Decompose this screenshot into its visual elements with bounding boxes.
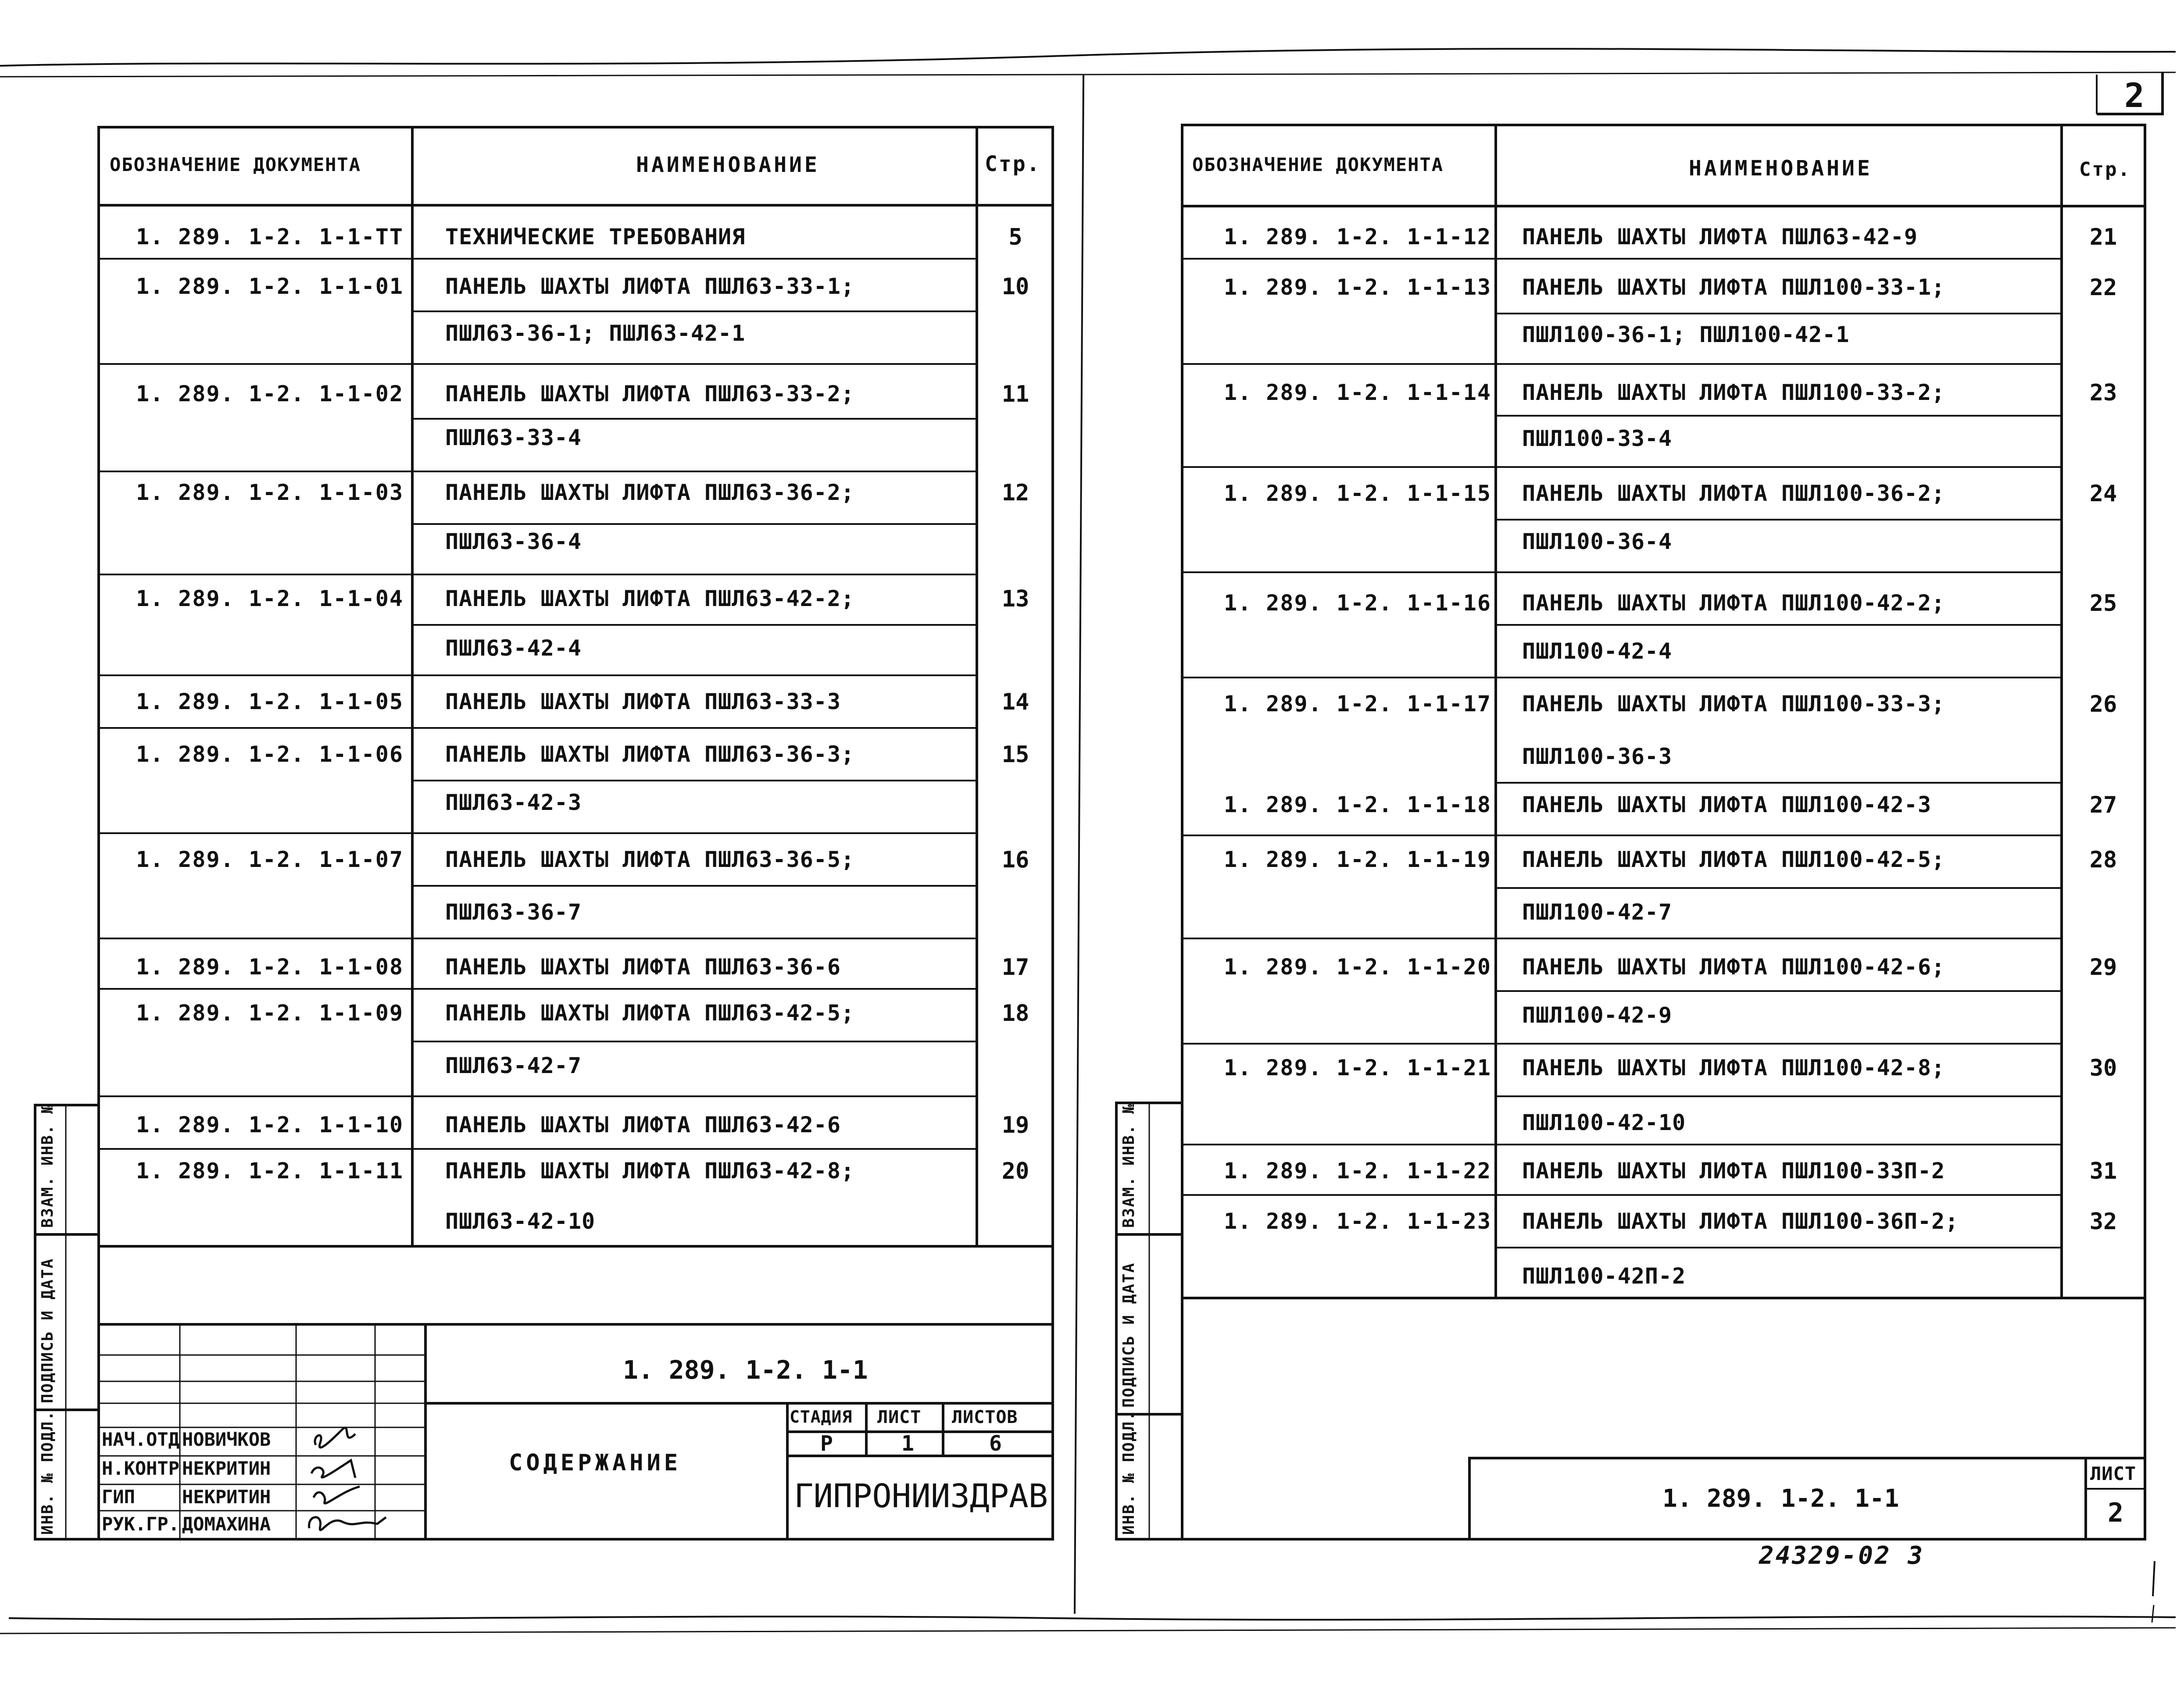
left-row-code: 1. 289. 1-2. 1-1-01: [136, 274, 404, 299]
right-row-name: ПШЛ100-36-1; ПШЛ100-42-1: [1522, 322, 1850, 347]
title-block-title: СОДЕРЖАНИЕ: [509, 1450, 682, 1476]
left-stamp-replace-inv: ВЗАМ. ИНВ. №: [39, 1103, 57, 1228]
right-row-page: 21: [2089, 224, 2117, 250]
left-row-name: ПШЛ63-42-10: [445, 1209, 596, 1234]
right-row-name: ПАНЕЛЬ ШАХТЫ ЛИФТА ПШЛ100-42-3: [1522, 792, 1932, 817]
right-row-code: 1. 289. 1-2. 1-1-18: [1224, 792, 1491, 817]
right-row-page: 30: [2089, 1055, 2117, 1081]
right-stamp-inv-original: ИНВ. № ПОДЛ.: [1120, 1410, 1138, 1535]
left-row-name: ПАНЕЛЬ ШАХТЫ ЛИФТА ПШЛ63-36-5;: [445, 847, 855, 872]
left-header-page: Стр.: [985, 152, 1041, 176]
signature-role-4: РУК.ГР.: [102, 1513, 180, 1535]
left-row-page: 19: [1001, 1112, 1029, 1138]
right-stamp-signature-date: ПОДПИСЬ И ДАТА: [1120, 1262, 1138, 1408]
left-row-name: ПАНЕЛЬ ШАХТЫ ЛИФТА ПШЛ63-42-2;: [445, 586, 855, 611]
right-row-name: ПАНЕЛЬ ШАХТЫ ЛИФТА ПШЛ100-33-2;: [1522, 380, 1945, 405]
right-row-name: ПАНЕЛЬ ШАХТЫ ЛИФТА ПШЛ100-33П-2: [1522, 1158, 1945, 1184]
right-row-name: ПШЛ100-42П-2: [1522, 1263, 1686, 1289]
organization-name: ГИПРОНИИЗДРАВ: [794, 1477, 1048, 1515]
left-row-name: ПШЛ63-42-4: [445, 635, 582, 661]
right-row-name: ПАНЕЛЬ ШАХТЫ ЛИФТА ПШЛ100-33-3;: [1522, 691, 1945, 717]
right-row-name: ПШЛ100-42-10: [1522, 1110, 1686, 1135]
stage-value: Р: [820, 1431, 833, 1456]
left-row-name: ПАНЕЛЬ ШАХТЫ ЛИФТА ПШЛ63-36-3;: [445, 742, 855, 767]
left-row-name: ПШЛ63-36-4: [445, 529, 582, 554]
left-row-name: ПШЛ63-42-7: [445, 1053, 582, 1078]
left-row-name: ПАНЕЛЬ ШАХТЫ ЛИФТА ПШЛ63-42-6: [445, 1112, 841, 1138]
left-row-page: 12: [1001, 480, 1029, 506]
left-row-name: ПШЛ63-33-4: [445, 425, 582, 450]
left-row-name: ПАНЕЛЬ ШАХТЫ ЛИФТА ПШЛ63-42-5;: [445, 1000, 855, 1026]
left-row-name: ПАНЕЛЬ ШАХТЫ ЛИФТА ПШЛ63-33-2;: [445, 381, 855, 407]
signature-role-2: Н.КОНТР: [102, 1458, 180, 1479]
right-row-name: ПАНЕЛЬ ШАХТЫ ЛИФТА ПШЛ100-36П-2;: [1522, 1209, 1959, 1234]
sheet-number: 2: [2124, 76, 2145, 115]
right-row-name: ПАНЕЛЬ ШАХТЫ ЛИФТА ПШЛ100-42-6;: [1522, 954, 1945, 980]
right-row-page: 25: [2089, 590, 2117, 617]
left-row-code: 1. 289. 1-2. 1-1-10: [136, 1112, 404, 1138]
right-footer-doc-code: 1. 289. 1-2. 1-1: [1662, 1484, 1899, 1513]
right-row-code: 1. 289. 1-2. 1-1-23: [1224, 1209, 1491, 1234]
left-row-code: 1. 289. 1-2. 1-1-05: [136, 689, 404, 714]
left-header-name: НАИМЕНОВАНИЕ: [636, 153, 820, 177]
right-footer-sheet-label: ЛИСТ: [2090, 1463, 2137, 1484]
left-row-code: 1. 289. 1-2. 1-1-08: [136, 954, 404, 980]
archive-number: 24329-02 3: [1759, 1541, 1925, 1570]
left-row-page: 18: [1001, 1000, 1029, 1027]
right-row-name: ПАНЕЛЬ ШАХТЫ ЛИФТА ПШЛ100-42-2;: [1522, 590, 1945, 616]
left-row-page: 5: [1008, 224, 1022, 250]
left-row-code: 1. 289. 1-2. 1-1-04: [136, 586, 404, 611]
left-row-page: 15: [1001, 742, 1029, 768]
right-row-page: 26: [2089, 691, 2117, 717]
right-row-page: 29: [2089, 954, 2117, 981]
right-row-code: 1. 289. 1-2. 1-1-12: [1224, 224, 1491, 250]
right-header-page: Стр.: [2079, 158, 2131, 181]
signature-person-1: НОВИЧКОВ: [182, 1429, 271, 1450]
right-row-page: 24: [2089, 481, 2117, 507]
left-row-name: ПШЛ63-36-1; ПШЛ63-42-1: [445, 321, 746, 346]
left-row-code: 1. 289. 1-2. 1-1-07: [136, 847, 404, 872]
right-row-name: ПШЛ100-36-3: [1522, 744, 1673, 769]
right-row-code: 1. 289. 1-2. 1-1-20: [1224, 954, 1491, 980]
left-row-page: 11: [1001, 381, 1029, 407]
left-row-name: ПАНЕЛЬ ШАХТЫ ЛИФТА ПШЛ63-36-6: [445, 954, 841, 980]
handwritten-signature-marks: [303, 1421, 408, 1539]
right-row-code: 1. 289. 1-2. 1-1-15: [1224, 481, 1491, 506]
right-row-code: 1. 289. 1-2. 1-1-14: [1224, 380, 1491, 405]
right-row-name: ПАНЕЛЬ ШАХТЫ ЛИФТА ПШЛ100-42-8;: [1522, 1055, 1945, 1081]
right-row-name: ПАНЕЛЬ ШАХТЫ ЛИФТА ПШЛ63-42-9: [1522, 224, 1918, 250]
right-row-name: ПШЛ100-36-4: [1522, 529, 1673, 554]
right-row-page: 22: [2089, 275, 2117, 301]
signature-role-3: ГИП: [102, 1486, 135, 1508]
left-row-name: ПШЛ63-36-7: [445, 899, 582, 925]
right-row-page: 31: [2089, 1158, 2117, 1184]
right-row-code: 1. 289. 1-2. 1-1-21: [1224, 1055, 1491, 1081]
signature-role-1: НАЧ.ОТД: [102, 1429, 180, 1450]
right-row-name: ПШЛ100-42-9: [1522, 1002, 1673, 1028]
left-row-page: 13: [1001, 586, 1029, 612]
sheet-value: 1: [901, 1431, 914, 1456]
left-row-page: 14: [1001, 689, 1029, 715]
left-header-designation: ОБОЗНАЧЕНИЕ ДОКУМЕНТА: [110, 154, 361, 175]
left-row-code: 1. 289. 1-2. 1-1-02: [136, 381, 404, 407]
right-row-page: 28: [2089, 847, 2117, 873]
right-header-name: НАИМЕНОВАНИЕ: [1689, 156, 1873, 181]
right-row-name: ПШЛ100-42-7: [1522, 899, 1673, 925]
title-block-doc-code: 1. 289. 1-2. 1-1: [623, 1355, 868, 1385]
right-row-name: ПАНЕЛЬ ШАХТЫ ЛИФТА ПШЛ100-36-2;: [1522, 481, 1945, 506]
right-row-code: 1. 289. 1-2. 1-1-22: [1224, 1158, 1491, 1184]
right-row-name: ПАНЕЛЬ ШАХТЫ ЛИФТА ПШЛ100-42-5;: [1522, 847, 1945, 872]
right-row-name: ПШЛ100-33-4: [1522, 426, 1673, 451]
left-stamp-signature-date: ПОДПИСЬ И ДАТА: [39, 1258, 57, 1403]
left-row-page: 16: [1001, 847, 1029, 873]
left-row-code: 1. 289. 1-2. 1-1-03: [136, 480, 404, 505]
left-row-code: 1. 289. 1-2. 1-1-11: [136, 1158, 404, 1184]
signature-person-4: ДОМАХИНА: [182, 1513, 271, 1535]
left-row-code: 1. 289. 1-2. 1-1-ТТ: [136, 224, 404, 250]
signature-person-3: НЕКРИТИН: [182, 1486, 271, 1508]
left-row-name: ПАНЕЛЬ ШАХТЫ ЛИФТА ПШЛ63-36-2;: [445, 480, 855, 505]
sheets-label: ЛИСТОВ: [952, 1407, 1018, 1427]
left-stamp-inv-original: ИНВ. № ПОДЛ.: [39, 1410, 57, 1535]
right-row-code: 1. 289. 1-2. 1-1-17: [1224, 691, 1491, 717]
right-footer-sheet-value: 2: [2108, 1498, 2124, 1528]
signature-person-2: НЕКРИТИН: [182, 1458, 271, 1479]
right-row-page: 23: [2089, 380, 2117, 406]
right-header-designation: ОБОЗНАЧЕНИЕ ДОКУМЕНТА: [1192, 154, 1444, 175]
left-row-name: ТЕХНИЧЕСКИЕ ТРЕБОВАНИЯ: [445, 224, 746, 250]
left-row-name: ПАНЕЛЬ ШАХТЫ ЛИФТА ПШЛ63-42-8;: [445, 1158, 855, 1184]
right-row-code: 1. 289. 1-2. 1-1-13: [1224, 275, 1491, 300]
right-row-code: 1. 289. 1-2. 1-1-19: [1224, 847, 1491, 872]
sheet-label: ЛИСТ: [877, 1407, 922, 1427]
right-row-page: 32: [2089, 1209, 2117, 1235]
left-row-page: 17: [1001, 954, 1029, 981]
right-row-name: ПШЛ100-42-4: [1522, 638, 1673, 664]
left-row-name: ПАНЕЛЬ ШАХТЫ ЛИФТА ПШЛ63-33-1;: [445, 274, 855, 299]
left-row-name: ПШЛ63-42-3: [445, 790, 582, 815]
right-row-page: 27: [2089, 792, 2117, 818]
left-row-code: 1. 289. 1-2. 1-1-09: [136, 1000, 404, 1026]
right-row-name: ПАНЕЛЬ ШАХТЫ ЛИФТА ПШЛ100-33-1;: [1522, 275, 1945, 300]
right-stamp-replace-inv: ВЗАМ. ИНВ. №: [1120, 1103, 1138, 1228]
stage-label: СТАДИЯ: [790, 1407, 853, 1427]
sheets-value: 6: [989, 1431, 1002, 1456]
left-row-page: 20: [1001, 1158, 1029, 1184]
left-row-name: ПАНЕЛЬ ШАХТЫ ЛИФТА ПШЛ63-33-3: [445, 689, 841, 714]
right-row-code: 1. 289. 1-2. 1-1-16: [1224, 590, 1491, 616]
left-row-code: 1. 289. 1-2. 1-1-06: [136, 742, 404, 767]
left-row-page: 10: [1001, 274, 1029, 300]
